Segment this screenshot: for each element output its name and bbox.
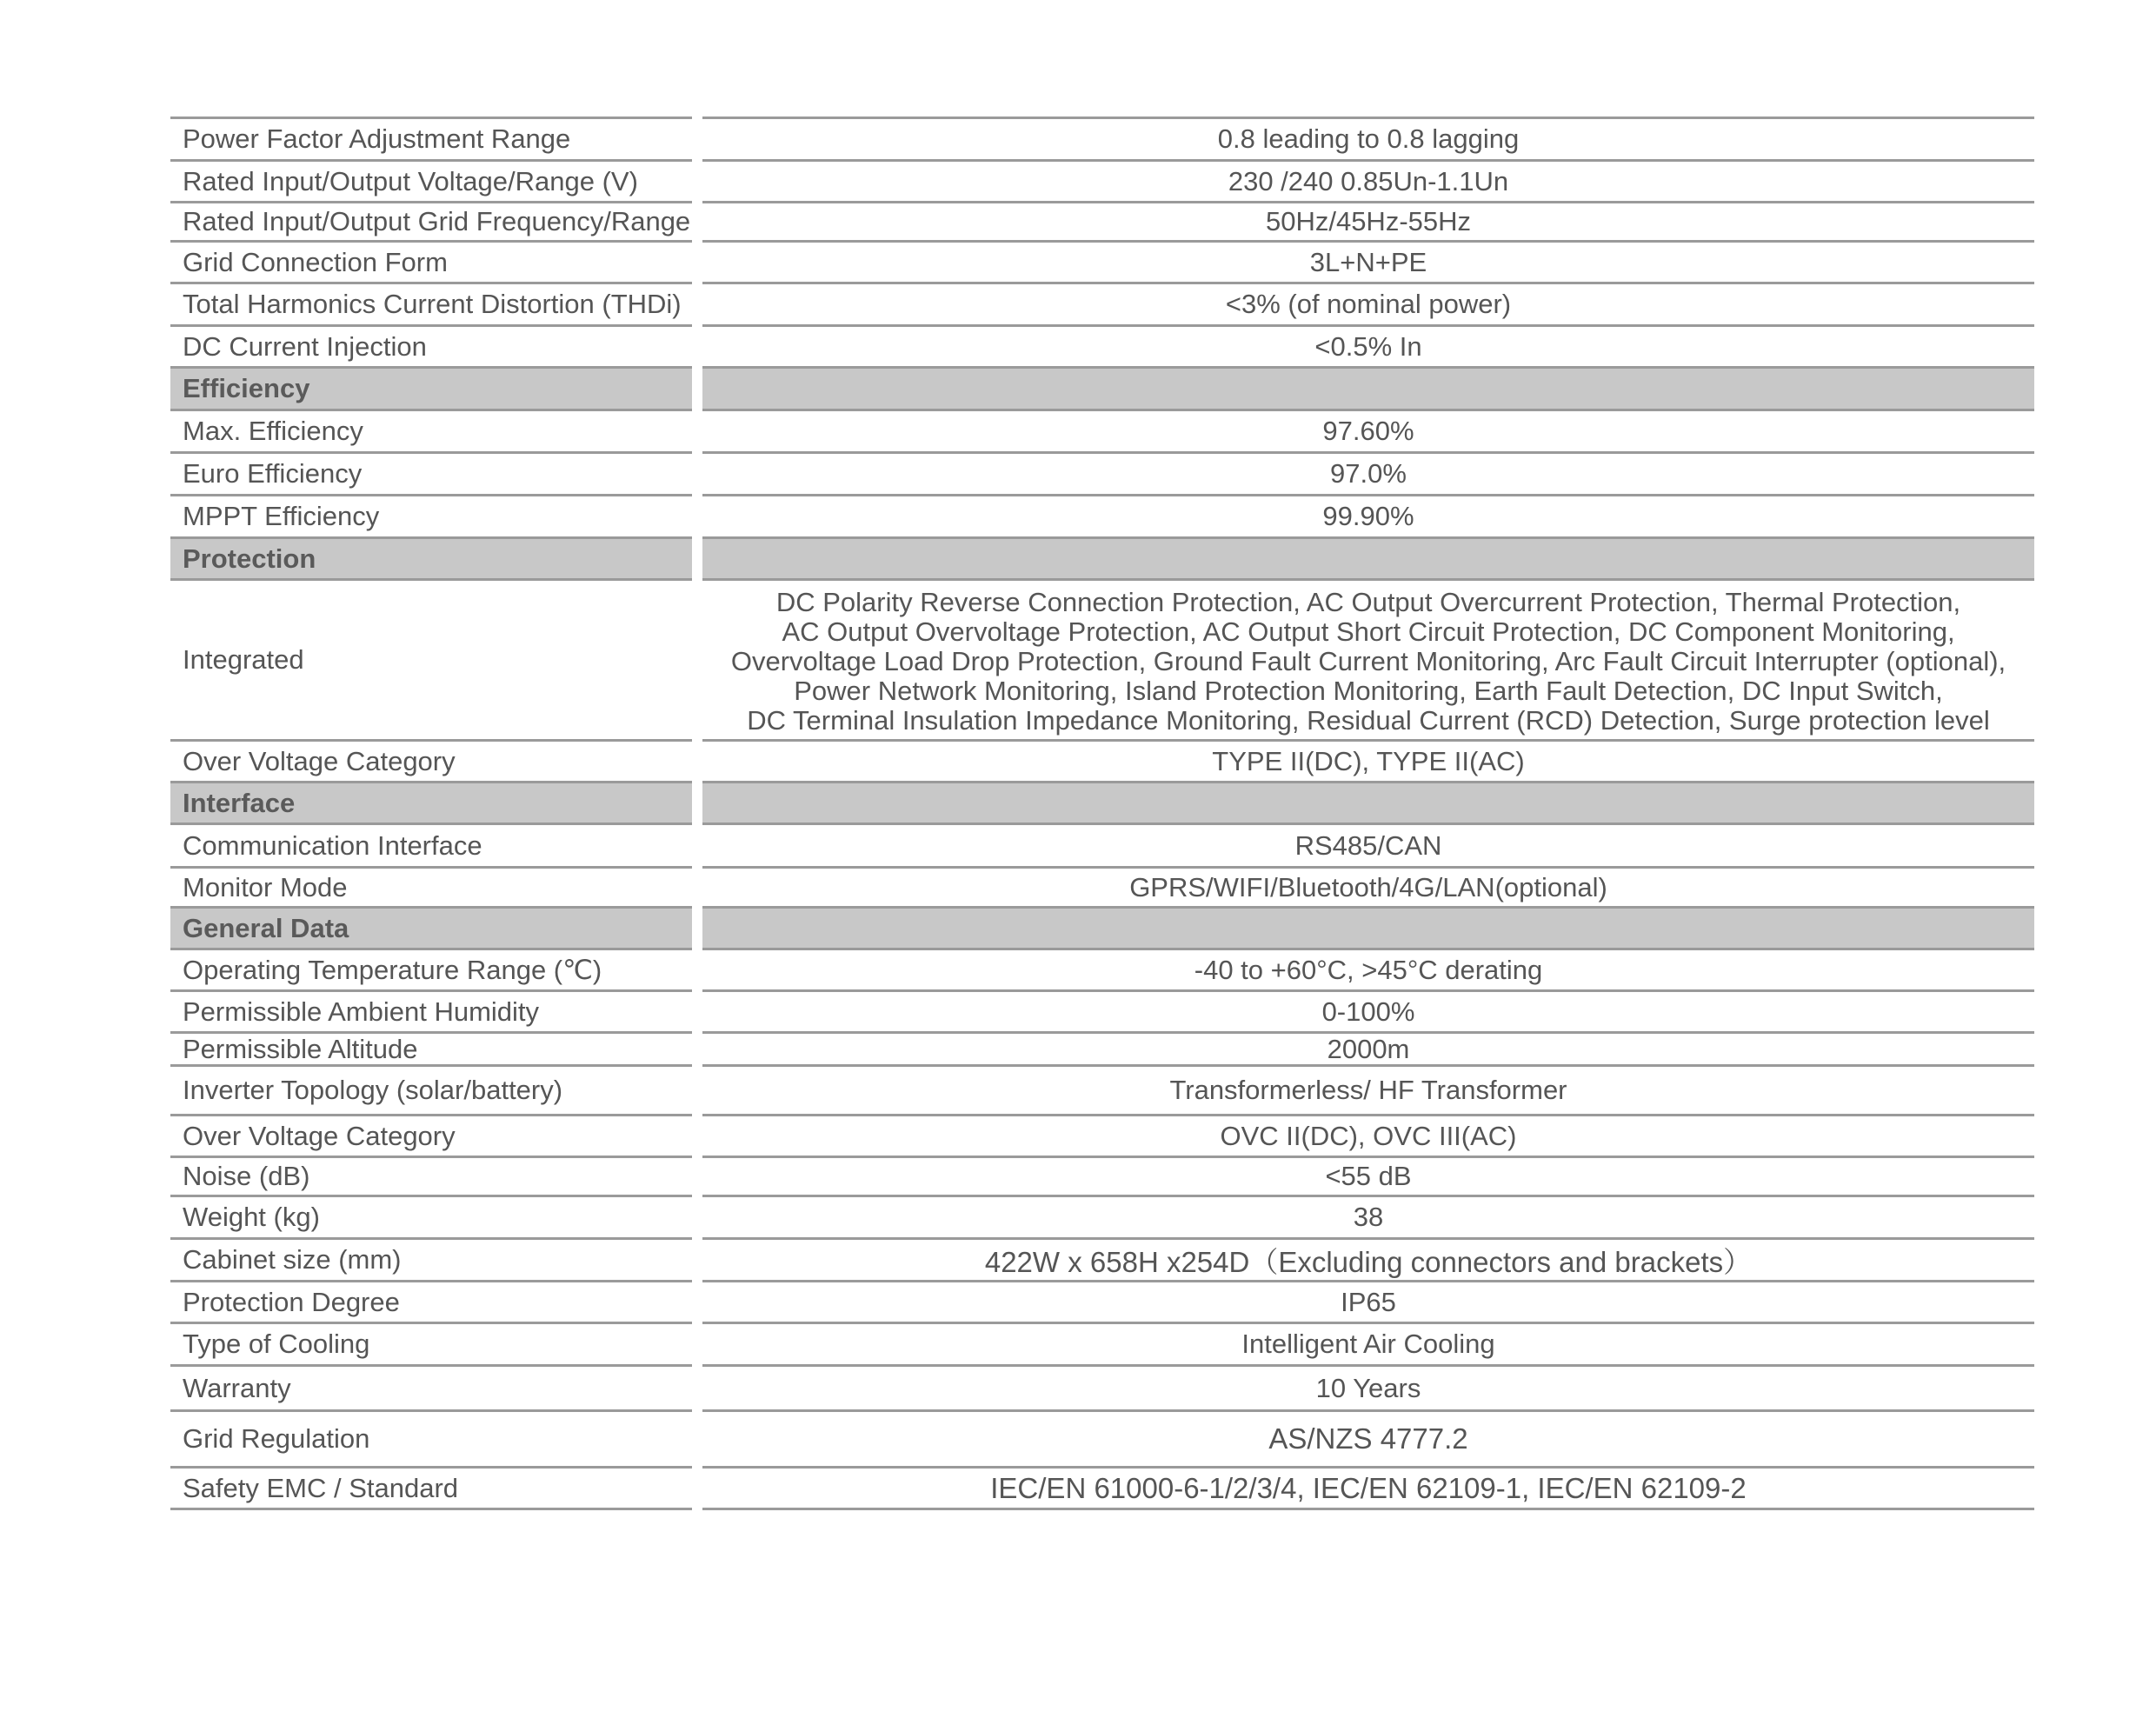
section-title: General Data — [170, 906, 692, 948]
row-label: Weight (kg) — [170, 1195, 692, 1237]
row-label: Noise (dB) — [170, 1156, 692, 1195]
table-row — [170, 1064, 2034, 1114]
row-value: 230 /240 0.85Un-1.1Un — [702, 159, 2034, 201]
table-row — [170, 240, 2034, 282]
row-label: Cabinet size (mm) — [170, 1237, 692, 1280]
section-title: Protection — [170, 536, 692, 578]
section-title: Interface — [170, 781, 692, 823]
table-row — [170, 409, 2034, 451]
row-value: Intelligent Air Cooling — [702, 1322, 2034, 1364]
row-label: Over Voltage Category — [170, 739, 692, 781]
row-label: Permissible Ambient Humidity — [170, 989, 692, 1031]
protection-line: DC Terminal Insulation Impedance Monitoring, Residual Current (RCD) Detection, Surge protection level — [747, 705, 1990, 736]
section-title: Efficiency — [170, 366, 692, 409]
table-row — [170, 1322, 2034, 1364]
row-value: 3L+N+PE — [702, 240, 2034, 282]
row-value: IEC/EN 61000-6-1/2/3/4, IEC/EN 62109-1, IEC/EN 62109-2 — [702, 1466, 2034, 1510]
table-row — [170, 989, 2034, 1031]
row-value: -40 to +60°C, >45°C derating — [702, 948, 2034, 989]
row-label: Permissible Altitude — [170, 1031, 692, 1064]
protection-line: DC Polarity Reverse Connection Protection, AC Output Overcurrent Protection, Thermal Protection, — [775, 587, 1961, 617]
table-row — [170, 1156, 2034, 1195]
row-value: <3% (of nominal power) — [702, 282, 2034, 324]
protection-line: AC Output Overvoltage Protection, AC Output Short Circuit Protection, DC Component Monitoring, — [782, 616, 1955, 647]
table-row — [170, 159, 2034, 201]
table-row — [170, 1195, 2034, 1237]
table-row — [170, 494, 2034, 536]
row-value: 10 Years — [702, 1364, 2034, 1409]
row-value: <0.5% In — [702, 324, 2034, 366]
table-row — [170, 201, 2034, 240]
table-row — [170, 1031, 2034, 1064]
table-row — [170, 282, 2034, 324]
section-header-efficiency — [170, 366, 2034, 409]
table-row — [170, 451, 2034, 494]
row-label: Grid Regulation — [170, 1409, 692, 1466]
section-header-protection — [170, 536, 2034, 578]
row-label: MPPT Efficiency — [170, 494, 692, 536]
row-value: 99.90% — [702, 494, 2034, 536]
section-fill — [702, 781, 2034, 823]
row-label: Safety EMC / Standard — [170, 1466, 692, 1510]
row-value: 2000m — [702, 1031, 2034, 1064]
row-label: Communication Interface — [170, 823, 692, 866]
row-label: Integrated — [170, 578, 692, 739]
section-header-interface — [170, 781, 2034, 823]
row-label: Warranty — [170, 1364, 692, 1409]
table-row — [170, 324, 2034, 366]
row-label: Over Voltage Category — [170, 1114, 692, 1156]
row-value: <55 dB — [702, 1156, 2034, 1195]
row-label: Max. Efficiency — [170, 409, 692, 451]
table-row — [170, 117, 2034, 159]
row-value: Transformerless/ HF Transformer — [702, 1064, 2034, 1114]
spec-table — [170, 117, 2034, 1510]
row-label: Rated Input/Output Voltage/Range (V) — [170, 159, 692, 201]
row-value: 38 — [702, 1195, 2034, 1237]
section-fill — [702, 536, 2034, 578]
row-label: Total Harmonics Current Distortion (THDi) — [170, 282, 692, 324]
row-value: TYPE II(DC), TYPE II(AC) — [702, 739, 2034, 781]
table-row — [170, 1237, 2034, 1280]
row-label: Rated Input/Output Grid Frequency/Range — [170, 201, 692, 240]
section-fill — [702, 906, 2034, 948]
protection-line: Overvoltage Load Drop Protection, Ground Fault Current Monitoring, Arc Fault Circuit Interrupter (optional), — [730, 646, 2006, 676]
row-value — [702, 578, 2034, 739]
row-value: IP65 — [702, 1280, 2034, 1322]
row-value: 0.8 leading to 0.8 lagging — [702, 117, 2034, 159]
row-value: 97.60% — [702, 409, 2034, 451]
row-value: GPRS/WIFI/Bluetooth/4G/LAN(optional) — [702, 866, 2034, 906]
row-value: 50Hz/45Hz-55Hz — [702, 201, 2034, 240]
row-label: Power Factor Adjustment Range — [170, 117, 692, 159]
row-label: Monitor Mode — [170, 866, 692, 906]
row-label: Grid Connection Form — [170, 240, 692, 282]
section-header-general-data — [170, 906, 2034, 948]
table-row — [170, 866, 2034, 906]
table-row — [170, 1364, 2034, 1409]
row-value: RS485/CAN — [702, 823, 2034, 866]
table-row — [170, 823, 2034, 866]
table-row — [170, 1409, 2034, 1466]
table-row — [170, 1114, 2034, 1156]
section-fill — [702, 366, 2034, 409]
row-value: AS/NZS 4777.2 — [702, 1409, 2034, 1466]
row-label: Operating Temperature Range (℃) — [170, 948, 692, 989]
table-row — [170, 1466, 2034, 1510]
row-label: Protection Degree — [170, 1280, 692, 1322]
table-row — [170, 578, 2034, 739]
table-row — [170, 948, 2034, 989]
row-value: 0-100% — [702, 989, 2034, 1031]
row-label: Euro Efficiency — [170, 451, 692, 494]
table-row — [170, 1280, 2034, 1322]
protection-line: Power Network Monitoring, Island Protection Monitoring, Earth Fault Detection, DC Input Switch, — [794, 676, 1943, 706]
table-row — [170, 739, 2034, 781]
row-value: 422W x 658H x254D（Excluding connectors and brackets） — [702, 1237, 2034, 1280]
row-value: 97.0% — [702, 451, 2034, 494]
row-value: OVC II(DC), OVC III(AC) — [702, 1114, 2034, 1156]
row-label: Inverter Topology (solar/battery) — [170, 1064, 692, 1114]
row-label: DC Current Injection — [170, 324, 692, 366]
row-label: Type of Cooling — [170, 1322, 692, 1364]
